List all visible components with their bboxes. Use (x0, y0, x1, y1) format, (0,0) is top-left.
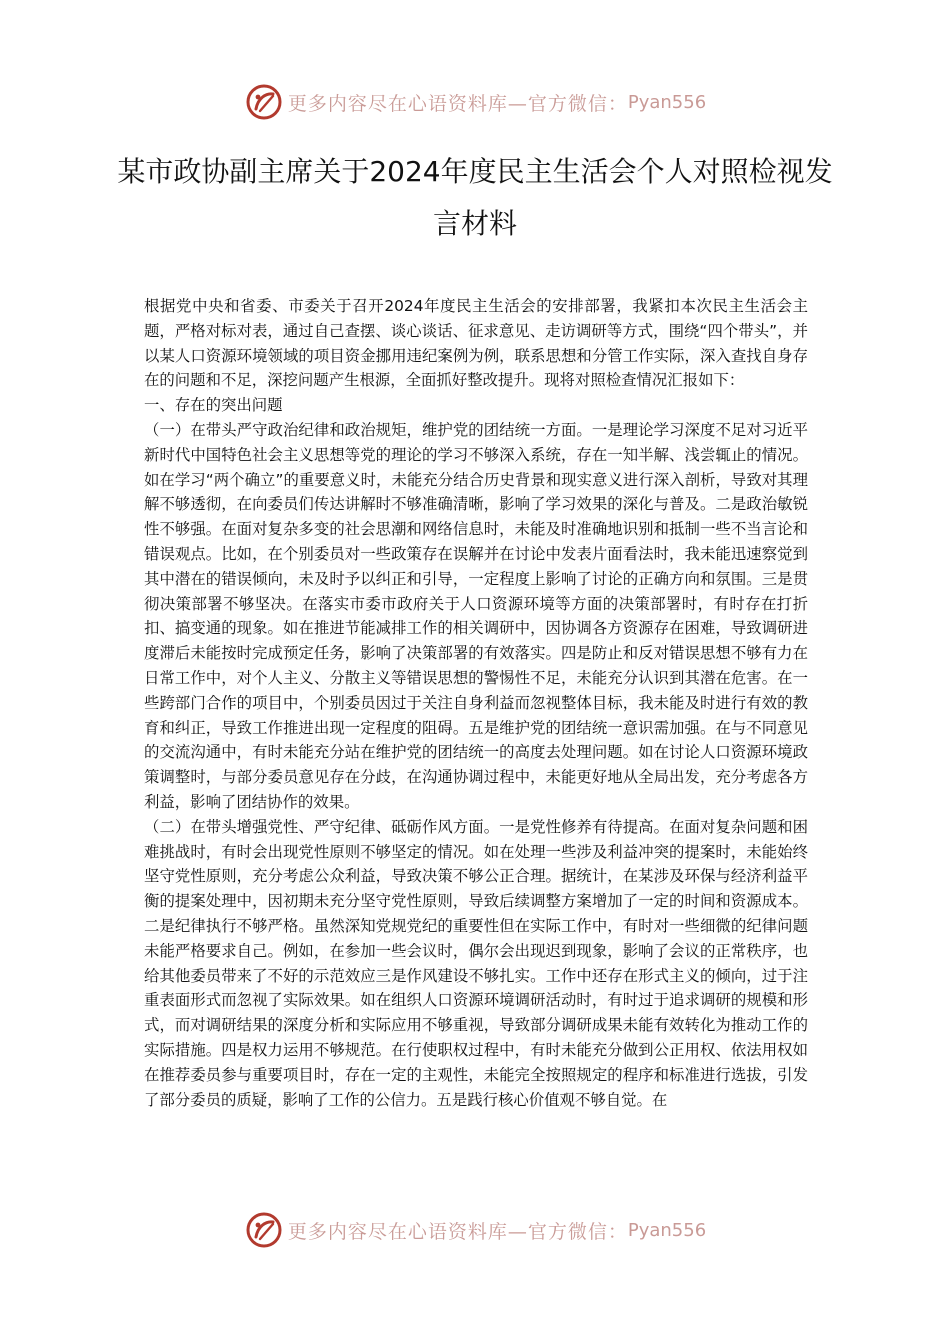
body-paragraph: （二）在带头增强党性、严守纪律、砥砺作风方面。一是党性修养有待提高。在面对复杂问题和困难挑战时，有时会出现党性原则不够坚定的情况。如在处理一些涉及利益冲突的提案时，未能始终坚守党性原则，充分考虑公众利益，导致决策不够公正合理。据统计，在某涉及环保与经济利益平衡的提案处理中，因初期未充分坚守党性原则，导致后续调整方案增加了一定的时间和资源成本。二是纪律执行不够严格。虽然深知党规党纪的重要性但在实际工作中，有时对一些细微的纪律问题未能严格要求自己。例如，在参加一些会议时，偶尔会出现迟到现象，影响了会议的正常秩序，也给其他委员带来了不好的示范效应三是作风建设不够扎实。工作中还存在形式主义的倾向，过于注重表面形式而忽视了实际效果。如在组织人口资源环境调研活动时，有时过于追求调研的规模和形式，而对调研结果的深度分析和实际应用不够重视，导致部分调研成果未能有效转化为推动工作的实际措施。四是权力运用不够规范。在行使职权过程中，有时未能充分做到公正用权、依法用权如在推荐委员参与重要项目时，存在一定的主观性，未能完全按照规定的程序和标准进行选拔，引发了部分委员的质疑，影响了工作的公信力。五是践行核心价值观不够自觉。在 (144, 817, 808, 1109)
document-body (144, 294, 808, 1112)
watermark-wechat-id: Pyan556 (627, 91, 707, 113)
intro-paragraph: 根据党中央和省委、市委关于召开2024年度民主生活会的安排部署，我紧扣本次民主生活会主题，严格对标对表，通过自己查摆、谈心谈话、征求意见、走访调研等方式，围绕“四个带头”，并以某人口资源环境领域的项目资金挪用违纪案例为例，联系思想和分管工作实际，深入查找自身存在的问题和不足，深挖问题产生根源，全面抓好整改提升。现将对照检查情况汇报如下： (144, 297, 808, 390)
watermark-logo-icon (244, 82, 284, 122)
watermark-banner-bottom (0, 1210, 950, 1250)
watermark-wechat-id: Pyan556 (627, 1219, 707, 1241)
watermark-text: 更多内容尽在心语资料库—官方微信： (287, 1220, 628, 1243)
body-paragraph: （一）在带头严守政治纪律和政治规矩，维护党的团结统一方面。一是理论学习深度不足对习近平新时代中国特色社会主义思想等党的理论的学习不够深入系统，存在一知半解、浅尝辄止的情况。如在学习“两个确立”的重要意义时，未能充分结合历史背景和现实意义进行深入剖析，导致对其理解不够透彻，在向委员们传达讲解时不够准确清晰，影响了学习效果的深化与普及。二是政治敏锐性不够强。在面对复杂多变的社会思潮和网络信息时，未能及时准确地识别和抵制一些不当言论和错误观点。比如，在个别委员对一些政策存在误解并在讨论中发表片面看法时，我未能迅速察觉到其中潜在的错误倾向，未及时予以纠正和引导，一定程度上影响了讨论的正确方向和氛围。三是贯彻决策部署不够坚决。在落实市委市政府关于人口资源环境等方面的决策部署时，有时存在打折扣、搞变通的现象。如在推进节能减排工作的相关调研中，因协调各方资源存在困难，导致调研进度滞后未能按时完成预定任务，影响了决策部署的有效落实。四是防止和反对错误思想不够有力在日常工作中，对个人主义、分散主义等错误思想的警惕性不足，未能充分认识到其潜在危害。在一些跨部门合作的项目中，个别委员因过于关注自身利益而忽视整体目标，我未能及时进行有效的教育和纠正，导致工作推进出现一定程度的阻碍。五是维护党的团结统一意识需加强。在与不同意见的交流沟通中，有时未能充分站在维护党的团结统一的高度去处理问题。如在讨论人口资源环境政策调整时，与部分委员意见存在分歧，在沟通协调过程中，未能更好地从全局出发，充分考虑各方利益，影响了团结协作的效果。 (144, 420, 808, 811)
watermark-logo-icon (244, 1210, 284, 1250)
watermark-text: 更多内容尽在心语资料库—官方微信： (287, 92, 628, 115)
section-heading: 一、存在的突出问题 (144, 396, 283, 415)
document-title: 某市政协副主席关于2024年度民主生活会个人对照检视发言材料 (117, 155, 833, 240)
watermark-banner-top (0, 82, 950, 122)
